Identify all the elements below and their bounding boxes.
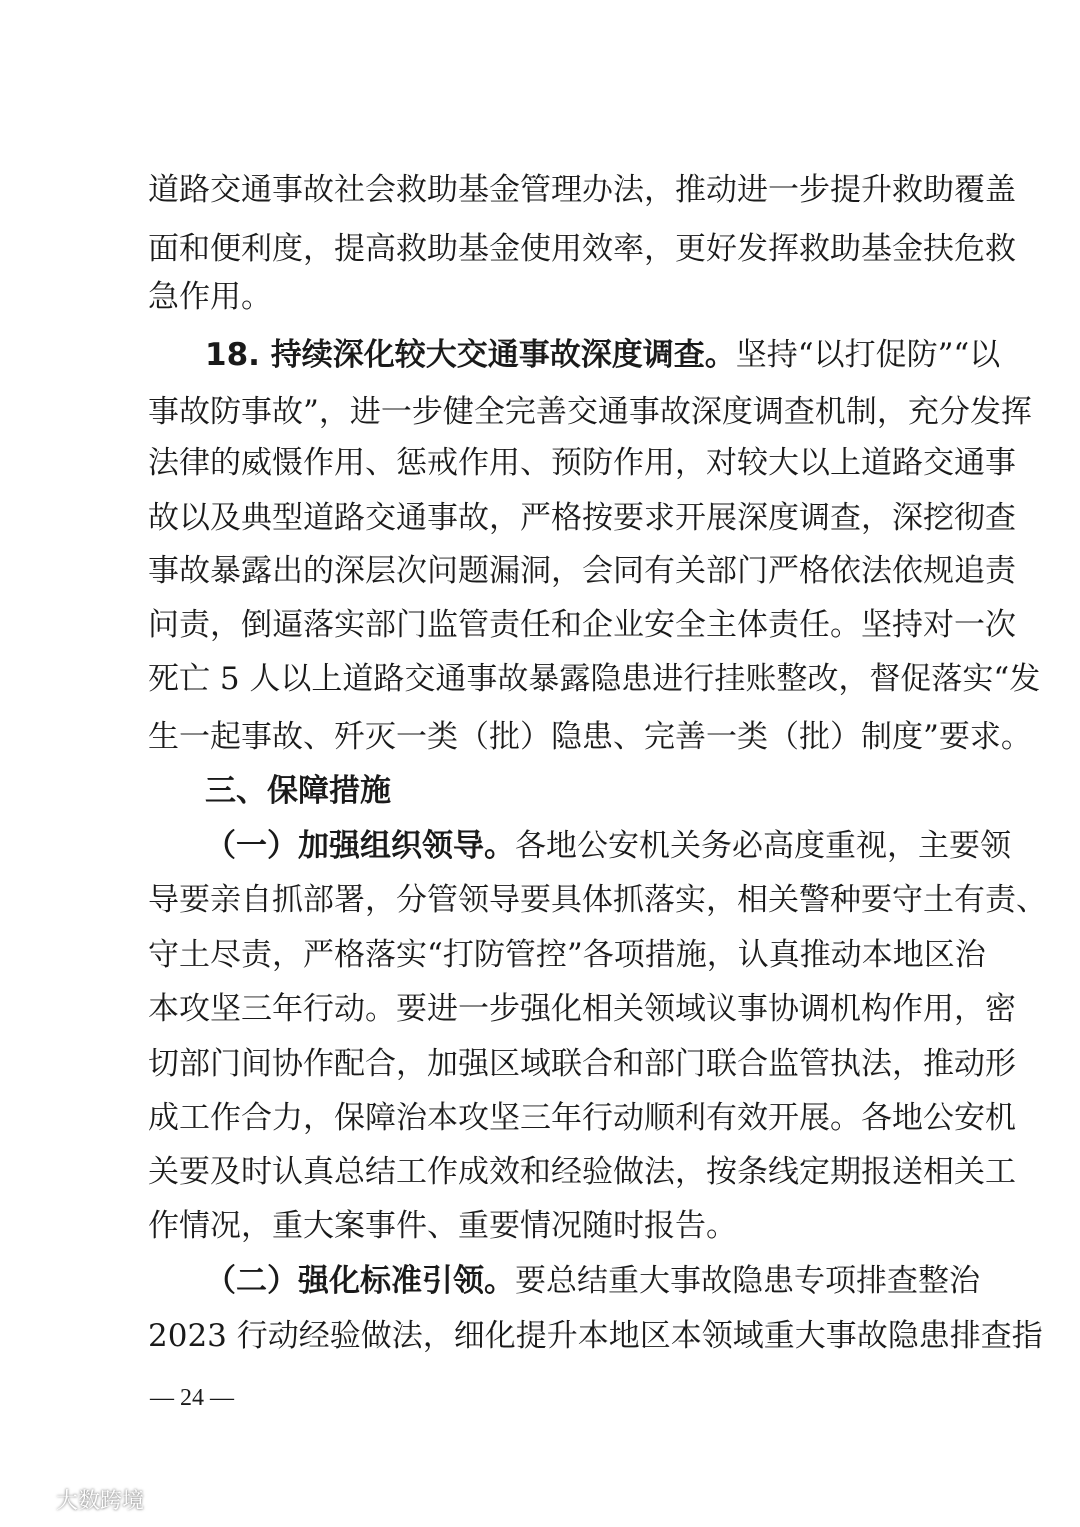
- paragraph-line: 问责，倒逼落实部门监管责任和企业安全主体责任。坚持对一次: [148, 607, 1016, 643]
- paragraph-line: 面和便利度，提高救助基金使用效率，更好发挥救助基金扶危救: [148, 231, 1016, 267]
- paragraph-line: 切部门间协作配合，加强区域联合和部门联合监管执法，推动形: [148, 1046, 1016, 1082]
- sub-1-first-line: [205, 826, 1011, 866]
- paragraph-line: 2023 行动经验做法，细化提升本地区本领域重大事故隐患排查指: [148, 1318, 1043, 1354]
- paragraph-line: 导要亲自抓部署，分管领导要具体抓落实，相关警种要守土有责、: [148, 882, 1047, 918]
- paragraph-line: 死亡 5 人以上道路交通事故暴露隐患进行挂账整改，督促落实“发: [148, 661, 1041, 697]
- item-18-first-line: [205, 335, 1001, 375]
- weibo-icon: [10, 1485, 50, 1513]
- paragraph-line: 故以及典型道路交通事故，严格按要求开展深度调查，深挖彻查: [148, 500, 1016, 536]
- sub-2-first-line-text: 要总结重大事故隐患专项排查整治: [515, 1263, 980, 1299]
- sub-1-first-line-text: 各地公安机关务必高度重视，主要领: [515, 828, 1011, 864]
- paragraph-line: 道路交通事故社会救助基金管理办法，推动进一步提升救助覆盖: [148, 172, 1016, 208]
- watermark-text: 大数跨境: [56, 1488, 145, 1514]
- watermark: [10, 1483, 144, 1515]
- paragraph-line: 成工作合力，保障治本攻坚三年行动顺利有效开展。各地公安机: [148, 1100, 1016, 1136]
- sub-1-heading: （一）加强组织领导。: [205, 828, 515, 864]
- paragraph-line: 事故防事故”，进一步健全完善交通事故深度调查机制，充分发挥: [148, 394, 1032, 430]
- paragraph-line: 本攻坚三年行动。要进一步强化相关领域议事协调机构作用，密: [148, 991, 1016, 1027]
- item-18-heading: 18. 持续深化较大交通事故深度调查。: [205, 337, 736, 373]
- paragraph-line: 法律的威慑作用、惩戒作用、预防作用，对较大以上道路交通事: [148, 445, 1016, 481]
- paragraph-line: 事故暴露出的深层次问题漏洞，会同有关部门严格依法依规追责: [148, 553, 1016, 589]
- paragraph-line: 急作用。: [148, 279, 272, 315]
- item-18-first-line-text: 坚持“以打促防”“以: [735, 337, 1001, 373]
- paragraph-line: 守土尽责，严格落实“打防管控”各项措施，认真推动本地区治: [148, 937, 986, 973]
- paragraph-line: 生一起事故、歼灭一类（批）隐患、完善一类（批）制度”要求。: [148, 719, 1032, 755]
- page-number: — 24 —: [150, 1385, 234, 1411]
- sub-2-first-line: [205, 1261, 980, 1301]
- paragraph-line: 关要及时认真总结工作成效和经验做法，按条线定期报送相关工: [148, 1154, 1016, 1190]
- paragraph-line: 作情况，重大案事件、重要情况随时报告。: [148, 1208, 737, 1244]
- section-heading: 三、保障措施: [205, 773, 391, 809]
- sub-2-heading: （二）强化标准引领。: [205, 1263, 515, 1299]
